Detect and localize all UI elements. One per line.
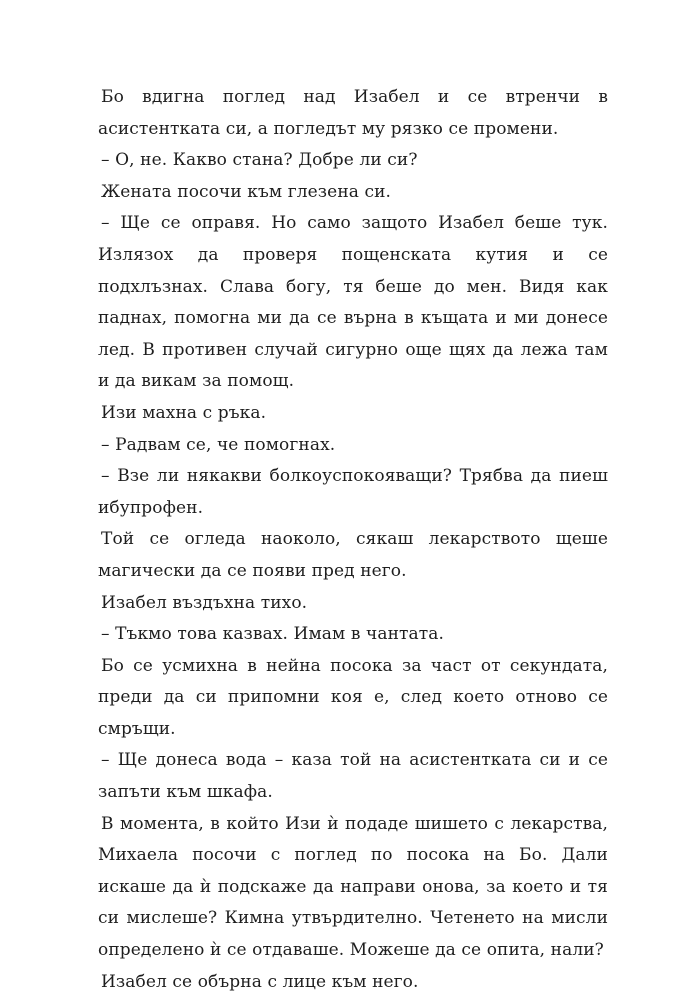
- paragraph: Бо вдигна поглед над Изабел и се втренчи в асистентката си, а погледът му рязко се промени.: [98, 87, 608, 139]
- paragraph: Жената посочи към глезена си.: [101, 181, 392, 202]
- paragraph: Изабел се обърна с лице към него.: [101, 971, 419, 992]
- dialogue-line: – Ще се оправя. Но само защото Изабел беше тук. Излязох да проверя пощенската кутия и се подхлъзнах. Слава богу, тя беше до мен. Видя как паднах, помогна ми да се върна в къщата и ми донесе лед. В противен случай сигурно още щях да лежа там и да викам за помощ.: [98, 213, 608, 392]
- paragraph: Изабел въздъхна тихо.: [101, 592, 308, 613]
- book-page-text: [98, 82, 608, 998]
- dialogue-line: – Радвам се, че помогнах.: [101, 434, 336, 455]
- dialogue-line: – Тъкмо това казвах. Имам в чантата.: [101, 624, 445, 645]
- dialogue-line: – Взе ли някакви болкоуспокояващи? Трябва да пиеш ибупрофен.: [98, 466, 608, 518]
- dialogue-line: – О, не. Какво стана? Добре ли си?: [101, 150, 418, 171]
- paragraph: В момента, в който Изи ѝ подаде шишето с лекарства, Михаела посочи с поглед по посока на Бо. Дали искаше да ѝ подскаже да направи онова, за което и тя си мислеше? Кимна утвърдително. Четенето на мисли определено ѝ се отдаваше. Можеше да се опита, нали?: [98, 813, 608, 961]
- paragraph: Изи махна с ръка.: [101, 402, 267, 423]
- dialogue-line: – Ще донеса вода – каза той на асистентката си и се запъти към шкафа.: [98, 750, 608, 803]
- paragraph: Бо се усмихна в нейна посока за част от секундата, преди да си припомни коя е, след което отново се смръщи.: [98, 655, 608, 739]
- paragraph: Той се огледа наоколо, сякаш лекарството щеше магически да се появи пред него.: [98, 529, 608, 581]
